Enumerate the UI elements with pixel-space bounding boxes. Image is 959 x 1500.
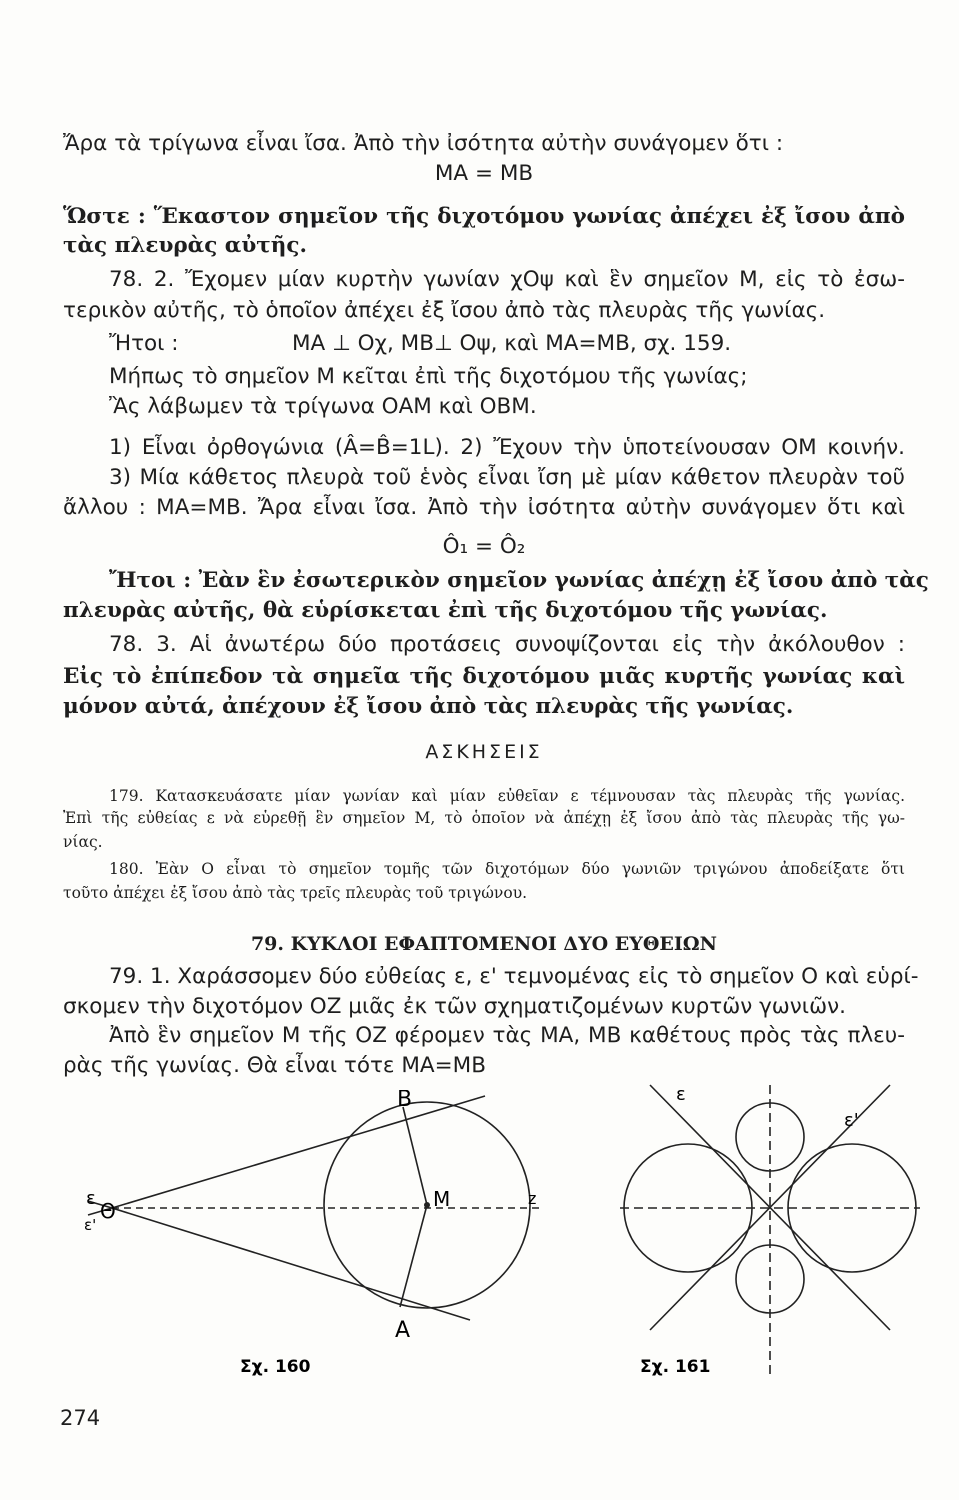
para-78-2-line-2: τερικὸν αὐτῆς, τὸ ὁποῖον ἀπέχει ἐξ ἴσου ἀπὸ τὰς πλευρὰς τῆς γωνίας. — [63, 298, 826, 323]
exercise-179-line-3: νίας. — [63, 833, 103, 851]
conclusion-line-1: Ἤτοι : Ἐὰν ἓν ἐσωτερικὸν σημεῖον γωνίας ἀπέχῃ ἐξ ἴσου ἀπὸ τὰς — [109, 568, 929, 593]
exercise-180-line-2: τοῦτο ἀπέχει ἐξ ἴσου ἀπὸ τὰς τρεῖς πλευρὰς τοῦ τριγώνου. — [63, 884, 528, 902]
exercise-179-line-2: Ἐπὶ τῆς εὐθείας ε νὰ εὑρεθῇ ἓν σημεῖον Μ, τὸ ὁποῖον νὰ ἀπέχῃ ἐξ ἴσου ἀπὸ τὰς πλευρὰς τῆς γω- — [63, 809, 905, 827]
para-78-3-line: 78. 3. Αἱ ἀνωτέρω δύο προτάσεις συνοψίζονται εἰς τὴν ἀκόλουθον : — [109, 632, 905, 657]
section-79-line-3: Ἀπὸ ἓν σημεῖον Μ τῆς ΟΖ φέρομεν τὰς ΜΑ, ΜΒ καθέτους πρὸς τὰς πλευ- — [109, 1023, 905, 1048]
figure-160 — [70, 1090, 550, 1390]
conclusion-line-2: πλευρὰς αὐτῆς, θὰ εὑρίσκεται ἐπὶ τῆς διχοτόμου τῆς γωνίας. — [63, 598, 828, 623]
section-79-line-2: σκομεν τὴν διχοτόμον ΟΖ μιᾶς ἐκ τῶν σχηματιζομένων κυρτῶν γωνιῶν. — [63, 994, 846, 1019]
fig160-segment-mb — [403, 1107, 427, 1205]
proof-line-3: ἄλλου : ΜΑ=ΜΒ. Ἄρα εἶναι ἴσα. Ἀπὸ τὴν ἰσότητα αὐτὴν συνάγομεν ὅτι καὶ — [63, 495, 905, 520]
page-number: 274 — [60, 1406, 101, 1430]
theorem-line-2: τὰς πλευρὰς αὐτῆς. — [63, 233, 307, 258]
conditions-line: MA ⊥ Oχ, MB⊥ Oψ, καὶ MA=MB, σχ. 159. — [292, 331, 732, 356]
summary-line-2: μόνον αὐτά, ἀπέχουν ἐξ ἴσου ἀπὸ τὰς πλευρὰς τῆς γωνίας. — [63, 694, 794, 719]
fig160-caption: Σχ. 160 — [240, 1357, 311, 1377]
equation-angles: Ô₁ = Ô₂ — [442, 534, 526, 559]
fig160-ray-lower — [112, 1208, 470, 1320]
fig161-caption: Σχ. 161 — [640, 1357, 711, 1377]
fig160-segment-ma — [400, 1205, 427, 1307]
section-79-line-1: 79. 1. Χαράσσομεν δύο εὐθείας ε, ε' τεμνομένας εἰς τὸ σημεῖον Ο καὶ εὑρί- — [109, 964, 919, 989]
fig160-label-e: ε — [86, 1188, 96, 1209]
fig161-label-e2: ε' — [844, 1110, 859, 1131]
equation-ma-mb: MA = MB — [434, 161, 534, 186]
figure-161 — [600, 1080, 930, 1390]
fig160-label-o: Θ — [100, 1199, 116, 1223]
triangles-line: Ἂς λάβωμεν τὰ τρίγωνα ΟΑΜ καὶ ΟΒΜ. — [109, 394, 537, 419]
question-line: Μήπως τὸ σημεῖον Μ κεῖται ἐπὶ τῆς διχοτόμου τῆς γωνίας; — [109, 364, 748, 389]
fig160-label-b: B — [397, 1090, 413, 1112]
text-etoi: Ἤτοι : — [109, 331, 179, 356]
section-79-line-4: ρὰς τῆς γωνίας. Θὰ εἶναι τότε ΜΑ=ΜΒ — [63, 1053, 486, 1078]
fig161-label-e: ε — [676, 1084, 686, 1105]
exercises-heading: ΑΣΚΗΣΕΙΣ — [425, 741, 543, 763]
exercise-180-line-1: 180. Ἐὰν Ο εἶναι τὸ σημεῖον τομῆς τῶν διχοτόμων δύο γωνιῶν τριγώνου ἀποδείξατε ὅτι — [109, 860, 905, 878]
proof-line-1: 1) Εἶναι ὀρθογώνια (Â=B̂=1L). 2) Ἔχουν τὴν ὑποτείνουσαν ΟΜ κοινήν. — [109, 435, 905, 460]
fig160-label-z: z — [528, 1189, 537, 1208]
fig160-label-a: A — [395, 1318, 411, 1343]
fig160-label-e2: ε' — [84, 1216, 97, 1234]
summary-line-1: Εἰς τὸ ἐπίπεδον τὰ σημεῖα τῆς διχοτόμου μιᾶς κυρτῆς γωνίας καὶ — [63, 664, 905, 689]
proof-line-2: 3) Μία κάθετος πλευρὰ τοῦ ἑνὸς εἶναι ἴση μὲ μίαν κάθετον πλευρὰν τοῦ — [109, 465, 905, 490]
text-line-1: Ἄρα τὰ τρίγωνα εἶναι ἴσα. Ἀπὸ τὴν ἰσότητα αὐτὴν συνάγομεν ὅτι : — [63, 131, 784, 156]
fig160-label-m: M — [433, 1187, 451, 1211]
fig160-ray-upper — [112, 1096, 485, 1208]
para-78-2-line-1: 78. 2. Ἔχομεν μίαν κυρτὴν γωνίαν χΟψ καὶ ἓν σημεῖον Μ, εἰς τὸ ἐσω- — [109, 267, 905, 292]
exercise-179-line-1: 179. Κατασκευάσατε μίαν γωνίαν καὶ μίαν εὐθεῖαν ε τέμνουσαν τὰς πλευρὰς τῆς γωνίας. — [109, 787, 905, 805]
section-79-heading: 79. ΚΥΚΛΟΙ ΕΦΑΠΤΟΜΕΝΟΙ ΔΥΟ ΕΥΘΕΙΩΝ — [250, 933, 718, 955]
theorem-line-1: Ὥστε : Ἕκαστον σημεῖον τῆς διχοτόμου γωνίας ἀπέχει ἐξ ἴσου ἀπὸ — [63, 204, 905, 229]
